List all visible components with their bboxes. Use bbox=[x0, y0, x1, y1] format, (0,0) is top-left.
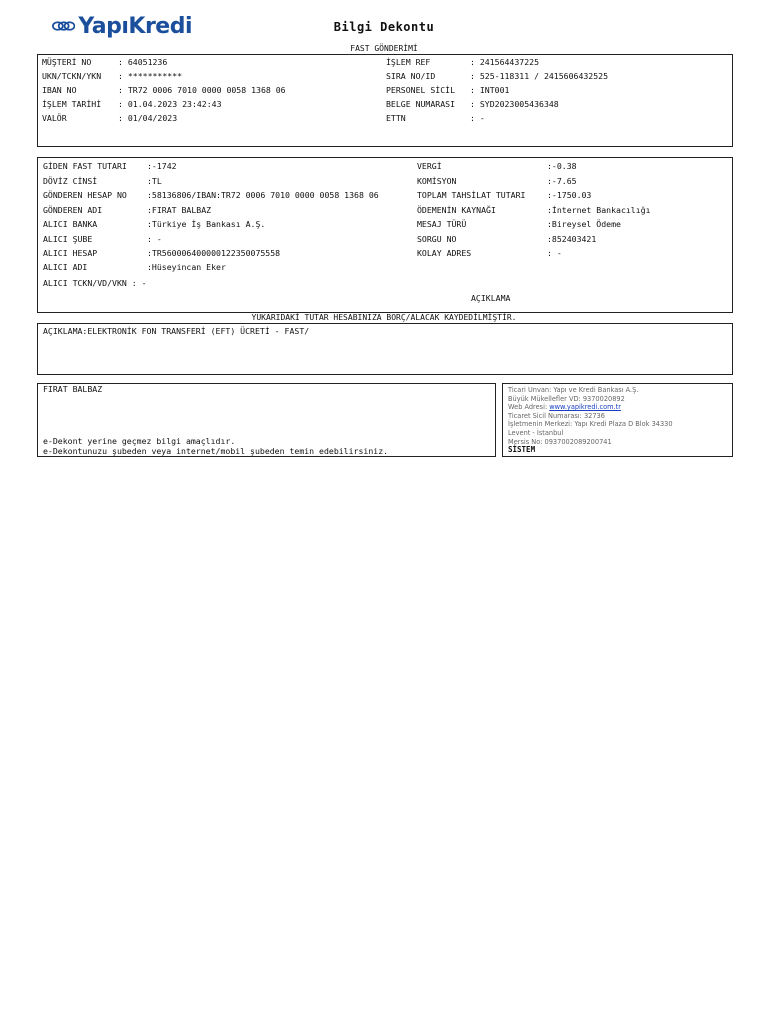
transfer-label: KOMİSYON bbox=[417, 176, 457, 186]
transfer-value: :TR560006400000122350075558 bbox=[147, 248, 281, 258]
transfer-label: GÖNDEREN ADI bbox=[43, 205, 103, 215]
transfer-value: :-1742 bbox=[147, 161, 177, 171]
transfer-row bbox=[417, 190, 591, 200]
dekont-note-2: e-Dekontunuzu şubeden veya internet/mobil şubeden temin edebilirsiniz. bbox=[43, 446, 389, 456]
corp-hq-address: İşletmenin Merkezi: Yapı Kredi Plaza D Blok 34330 bbox=[508, 420, 673, 429]
transfer-value: :FIRAT BALBAZ bbox=[147, 205, 212, 215]
transfer-value: : - bbox=[147, 234, 162, 244]
transfer-row bbox=[417, 234, 596, 244]
info-value: : 01/04/2023 bbox=[118, 113, 178, 123]
transfer-value: :-1750.03 bbox=[547, 190, 592, 200]
transfer-label: GİDEN FAST TUTARI bbox=[43, 161, 127, 171]
transfer-label: GÖNDEREN HESAP NO bbox=[43, 190, 127, 200]
info-label: PERSONEL SİCİL bbox=[386, 85, 456, 95]
transfer-value: :İnternet Bankacılığı bbox=[547, 205, 651, 215]
page-title: Bilgi Dekontu bbox=[333, 20, 435, 34]
info-value: : - bbox=[470, 113, 485, 123]
dekont-note-1: e-Dekont yerine geçmez bilgi amaçlıdır. bbox=[43, 436, 236, 446]
logo-text: YapıKredi bbox=[78, 13, 192, 39]
info-row bbox=[42, 85, 286, 95]
transfer-row bbox=[43, 205, 211, 215]
info-value: : 525-118311 / 2415606432525 bbox=[470, 71, 609, 81]
transfer-row bbox=[43, 234, 162, 244]
info-value: : 64051236 bbox=[118, 57, 168, 67]
transfer-value: :58136806/IBAN:TR72 0006 7010 0000 0058 1368 06 bbox=[147, 190, 379, 200]
info-row bbox=[386, 85, 509, 95]
info-label: MÜŞTERİ NO bbox=[42, 57, 92, 67]
corp-mersis-no: Mersis No: 0937002089200741 bbox=[508, 437, 612, 446]
transfer-row bbox=[417, 176, 577, 186]
corp-web-label: Web Adresi: bbox=[508, 403, 550, 412]
info-label: SIRA NO/ID bbox=[386, 71, 436, 81]
transfer-row bbox=[43, 176, 162, 186]
info-label: İŞLEM TARİHİ bbox=[42, 99, 102, 109]
customer-name: FIRAT BALBAZ bbox=[43, 384, 103, 394]
transfer-label: VERGİ bbox=[417, 161, 442, 171]
transfer-label: ALICI TCKN/VD/VKN bbox=[43, 278, 127, 288]
transfer-value: :852403421 bbox=[547, 234, 597, 244]
debit-credit-notice: YUKARIDAKİ TUTAR HESABINIZA BORÇ/ALACAK KAYDEDİLMİŞTİR. bbox=[251, 313, 517, 322]
transfer-value: :-7.65 bbox=[547, 176, 577, 186]
page-subtitle: FAST GÖNDERİMİ bbox=[350, 44, 418, 53]
transfer-value: :Türkiye İş Bankası A.Ş. bbox=[147, 219, 266, 229]
system-label: SİSTEM bbox=[508, 445, 536, 454]
corp-tax-office: Büyük Mükellefler VD: 9370020892 bbox=[508, 394, 625, 403]
description-text: AÇIKLAMA:ELEKTRONİK FON TRANSFERİ (EFT) ÜCRETİ - FAST/ bbox=[43, 326, 310, 336]
info-row bbox=[42, 71, 182, 81]
info-label: ETTN bbox=[386, 113, 406, 123]
transfer-label: MESAJ TÜRÜ bbox=[417, 219, 467, 229]
transfer-row bbox=[43, 248, 280, 258]
info-value: : 241564437225 bbox=[470, 57, 540, 67]
transfer-label: ALICI HESAP bbox=[43, 248, 98, 258]
info-label: İŞLEM REF bbox=[386, 57, 431, 67]
info-row bbox=[386, 99, 559, 109]
transfer-value: :Bireysel Ödeme bbox=[547, 219, 621, 229]
corp-trade-name: Ticari Unvan: Yapı ve Kredi Bankası A.Ş. bbox=[508, 386, 639, 394]
transfer-value: :-0.38 bbox=[547, 161, 577, 171]
website-link[interactable]: www.yapikredi.com.tr bbox=[549, 403, 621, 412]
transfer-row bbox=[417, 205, 651, 215]
transfer-label: ALICI ADI bbox=[43, 262, 88, 272]
transfer-value: :TL bbox=[147, 176, 162, 186]
info-label: BELGE NUMARASI bbox=[386, 99, 456, 109]
transfer-label: TOPLAM TAHSİLAT TUTARI bbox=[417, 190, 526, 200]
transfer-row bbox=[43, 262, 226, 272]
info-value: : TR72 0006 7010 0000 0058 1368 06 bbox=[118, 85, 286, 95]
info-value: : 01.04.2023 23:42:43 bbox=[118, 99, 222, 109]
info-row bbox=[386, 71, 608, 81]
transfer-label: ÖDEMENİN KAYNAĞI bbox=[417, 205, 496, 215]
transfer-value: : - bbox=[547, 248, 562, 258]
transfer-label: KOLAY ADRES bbox=[417, 248, 472, 258]
info-row bbox=[42, 57, 167, 67]
info-value: : *********** bbox=[118, 71, 183, 81]
info-row bbox=[42, 113, 177, 123]
info-value: : SYD2023005436348 bbox=[470, 99, 559, 109]
aciklama-heading: AÇIKLAMA bbox=[471, 293, 511, 303]
corporate-info bbox=[508, 386, 673, 446]
transfer-row bbox=[43, 219, 265, 229]
info-label: IBAN NO bbox=[42, 85, 77, 95]
info-label: UKN/TCKN/YKN bbox=[42, 71, 102, 81]
info-value: : INT001 bbox=[470, 85, 510, 95]
transfer-label: ALICI BANKA bbox=[43, 219, 98, 229]
transfer-row bbox=[417, 219, 621, 229]
info-row bbox=[386, 57, 539, 67]
transfer-row bbox=[417, 248, 562, 258]
corp-registry-no: Ticaret Sicil Numarası: 32736 bbox=[508, 411, 605, 420]
transfer-label: SORGU NO bbox=[417, 234, 457, 244]
transfer-value: : - bbox=[131, 278, 147, 288]
transfer-row bbox=[417, 161, 577, 171]
transfer-row bbox=[43, 278, 147, 288]
transfer-label: DÖVİZ CİNSİ bbox=[43, 176, 98, 186]
transfer-row bbox=[43, 190, 379, 200]
transfer-row bbox=[43, 161, 177, 171]
info-label: VALÖR bbox=[42, 113, 67, 123]
transfer-value: :Hüseyincan Eker bbox=[147, 262, 226, 272]
corp-hq-city: Levent - İstanbul bbox=[508, 428, 564, 437]
info-row bbox=[386, 113, 485, 123]
corp-web-line bbox=[508, 403, 673, 412]
info-row bbox=[42, 99, 222, 109]
transfer-label: ALICI ŞUBE bbox=[43, 234, 93, 244]
